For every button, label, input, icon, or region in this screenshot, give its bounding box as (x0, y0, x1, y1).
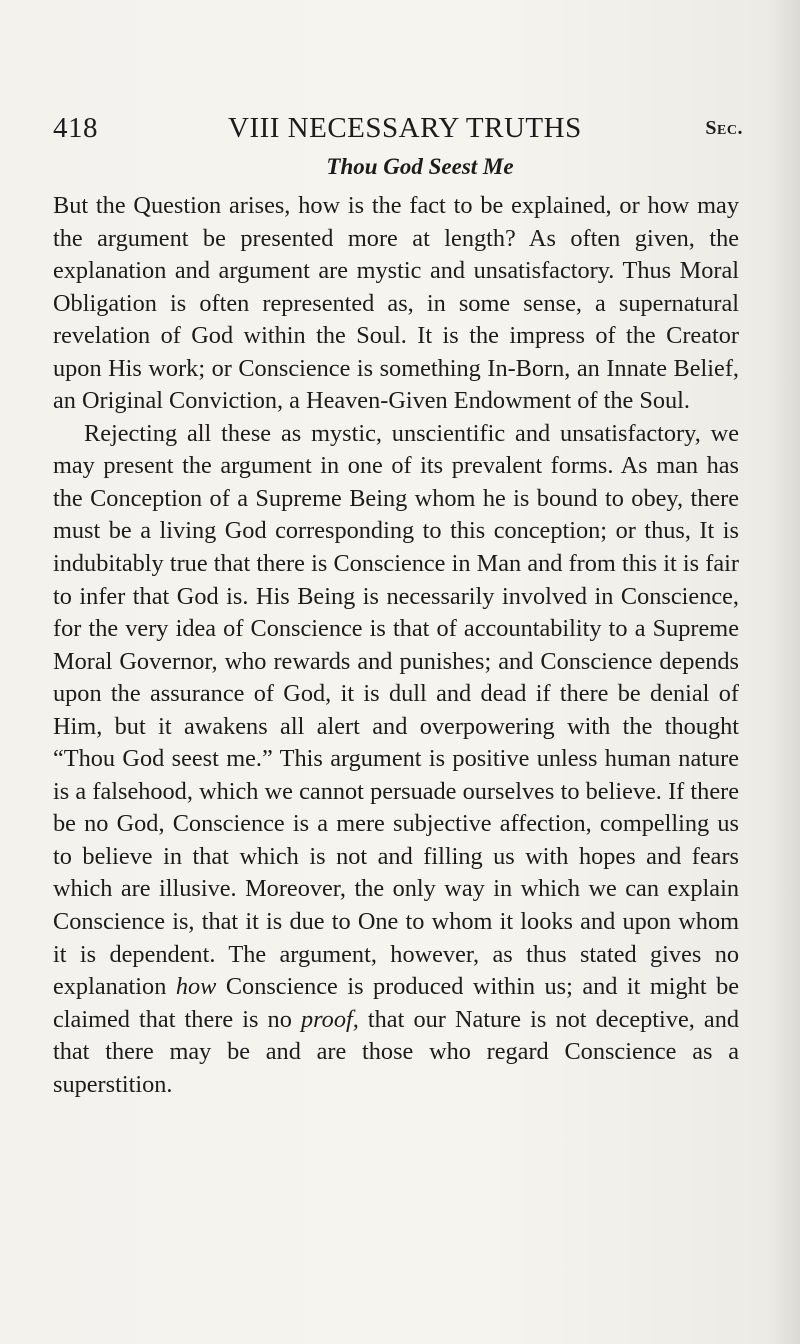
emphasis-how: how (175, 973, 217, 1001)
chapter-title: VIII NECESSARY TRUTHS (228, 112, 582, 144)
paragraph-2-part-2: Conscience is produced within us; and it might be claimed that there is no (53, 973, 740, 1033)
paragraph-2 (53, 418, 739, 1101)
section-heading: Thou God Seest Me (326, 154, 514, 179)
paragraph-1: But the Question arises, how is the fact to be explained, or how may the argument be presented more at length? As often given, the explanation and argument are mystic and unsatisfactory. Thus Moral Obligation is often represented as, in some sense, a supernatural revelation of God within the Soul. It is the impress of the Creator upon His work; or Conscience is something In-Born, an Innate Belief, an Original Conviction, a Heaven-Given Endowment of the Soul. (53, 192, 739, 415)
paragraph-2-part-1: Rejecting all these as mystic, unscientific and unsatisfactory, we may present the argument in one of its prevalent forms. As man has the Conception of a Supreme Being whom he is bound to obey, there must be a living God corresponding to this conception; or thus, It is indubitably true that there is Conscience in Man and from this it is fair to infer that God is. His Being is necessarily involved in Conscience, for the very idea of Conscience is that of accountability to a Supreme Moral Governor, who rewards and punishes; and Conscience depends upon the assurance of God, it is dull and dead if there be denial of Him, but it awakens all alert and overpowering with the thought “Thou God seest me.” This argument is positive unless human nature is a falsehood, which we cannot persuade ourselves to believe. If there be no God, Conscience is a mere subjective affection, compelling us to believe in that which is not and filling us with hopes and fears which are illusive. Moreover, the only way in which we can explain Conscience is, that it is due to One to whom it looks and upon whom it is dependent. The argument, however, as thus stated gives no explanation (53, 419, 739, 1001)
emphasis-proof: proof, (300, 1005, 359, 1033)
page-number: 418 (53, 112, 98, 144)
body-text (53, 190, 739, 1101)
running-head (53, 112, 743, 148)
paragraph-2-part-3: that our Nature is not deceptive, and that there may be and are those who regard Conscience as a superstition. (53, 1005, 739, 1098)
section-abbrev: Sec. (705, 117, 743, 139)
